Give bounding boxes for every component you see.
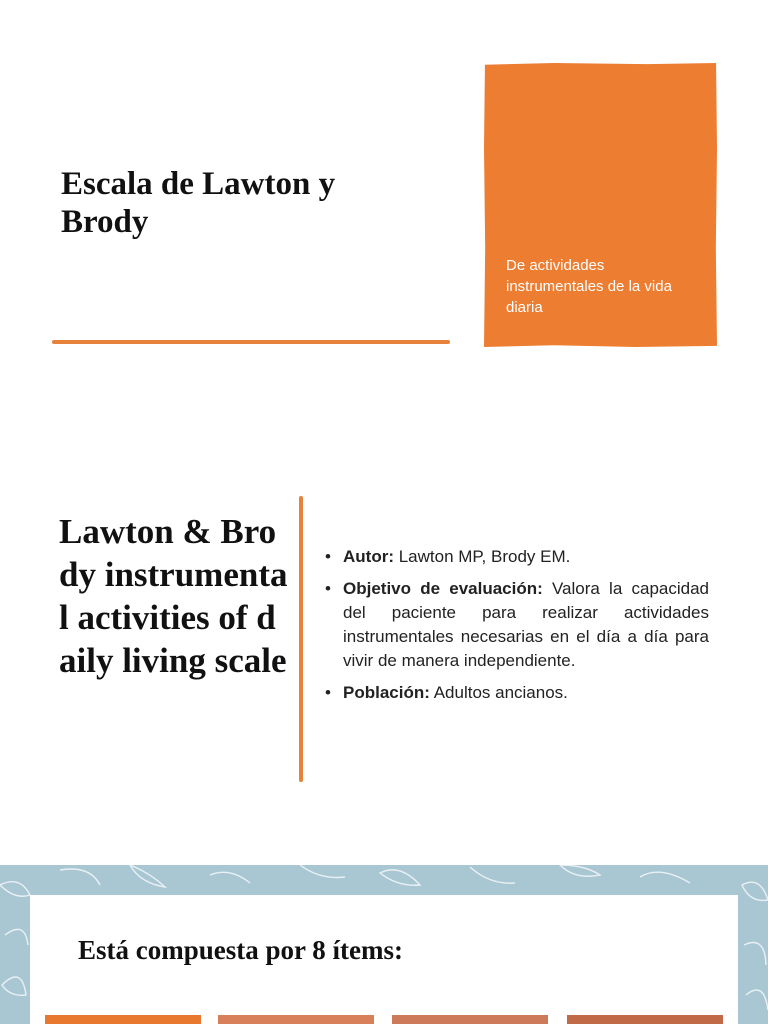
bullet-author-text: Lawton MP, Brody EM. (393, 547, 571, 566)
vertical-divider (299, 496, 303, 782)
item-tab-3 (392, 1015, 548, 1024)
overview-bullet-list (323, 545, 709, 713)
items-heading: Está compuesta por 8 ítems: (78, 935, 403, 965)
bullet-objective-label: Objetivo de evaluación: (343, 579, 543, 598)
overview-heading: Lawton & Brody instrumental activities of daily living scale (59, 512, 288, 680)
bullet-population (323, 681, 709, 705)
title-underline (52, 340, 450, 344)
item-tab-1 (45, 1015, 201, 1024)
bullet-dot: • (325, 579, 331, 598)
bullet-objective-text: Valora la capacidad del paciente para realizar actividades instrumentales necesarias en el día a día para vivir de manera independiente. (343, 579, 709, 670)
item-tab-2 (218, 1015, 374, 1024)
slide-overview (0, 430, 768, 840)
bullet-author-label: Autor: (343, 547, 394, 566)
bullet-objective (323, 577, 709, 673)
bullet-population-text: Adultos ancianos. (429, 683, 568, 702)
bullet-dot: • (325, 547, 331, 566)
bullet-population-label: Población: (343, 683, 430, 702)
item-tab-4 (567, 1015, 723, 1024)
slide-items (0, 865, 768, 1024)
slide-title-heading: Escala de Lawton y Brody (61, 166, 336, 240)
bullet-dot: • (325, 683, 331, 702)
items-card (30, 895, 738, 1024)
bullet-author (323, 545, 709, 569)
slide-title (0, 0, 768, 410)
subtitle-text: De actividades instrumentales de la vida diaria (506, 257, 672, 316)
